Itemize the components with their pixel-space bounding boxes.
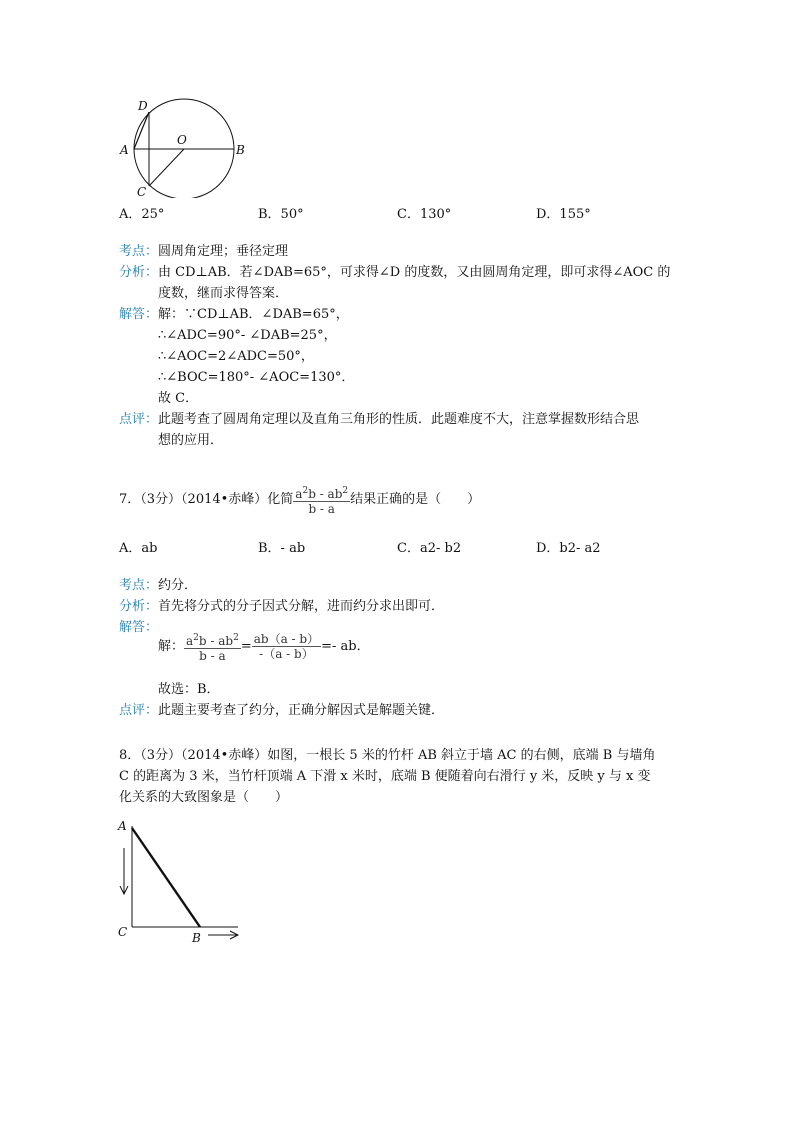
jie-prefix: 解： (158, 639, 185, 654)
kaodian-label: 考点： (119, 244, 159, 259)
q8-stem-2: C 的距离为 3 米，当竹杆顶端 A 下滑 x 米时，底端 B 便随着向右滑行 y 米，反映 y 与 x 变 (119, 769, 651, 784)
q6-jieda-row-5: 故 C． (158, 391, 199, 406)
q7-fraction-denominator: b - a (308, 501, 335, 516)
q7-fraction (293, 484, 350, 516)
fenxi-text: 首先将分式的分子因式分解，进而约分求出即可． (158, 599, 445, 614)
dianping-text-1: 此题考查了圆周角定理以及直角三角形的性质．此题难度不大，注意掌握数形结合思 (158, 412, 640, 427)
q6-kaodian-row (119, 242, 288, 262)
q6-jieda-row (119, 305, 349, 325)
label-a: A (118, 819, 127, 833)
kaodian-text: 圆周角定理；垂径定理 (158, 244, 289, 259)
q7-stem-post: 结果正确的是（ ） (350, 492, 481, 507)
dianping-label: 点评： (119, 703, 159, 718)
dianping-label: 点评： (119, 412, 159, 427)
label-b: B (192, 931, 201, 945)
q6-option-b: B．50° (258, 207, 304, 222)
q8-stem-3: 化关系的大致图象是（ ） (119, 790, 289, 805)
q7-stem-pre: 7．（3分）（2014•赤峰）化简 (119, 492, 294, 507)
q6-option-d: D．155° (536, 207, 591, 222)
q6-dianping-row-2: 想的应用． (158, 433, 224, 448)
q7-jieda-row (119, 618, 158, 638)
q7-fenxi-row (119, 597, 444, 617)
q7-solution-fraction-1: $\frac{a^2b - ab^2}{b - a}$ (186, 632, 239, 663)
label-c: C (137, 185, 147, 198)
q7-fraction-numerator: $a^2b - ab^2$ (295, 485, 349, 501)
ladder-figure (112, 814, 247, 949)
label-a: A (120, 143, 129, 157)
q6-option-a: A．25° (119, 207, 165, 222)
q6-fenxi-row (119, 263, 670, 283)
q6-jieda-row-4: ∴∠BOC=180°- ∠AOC=130°． (158, 370, 355, 385)
label-o: O (177, 133, 187, 147)
q6-dianping-row (119, 410, 639, 430)
q8-stem-1: 8．（3分）（2014•赤峰）如图，一根长 5 米的竹杆 AB 斜立于墙 AC 的右侧，底端 B 与墙角 (119, 748, 656, 763)
q7-guxuan: 故选：B． (158, 682, 220, 697)
q7-solution-fraction-2: $\frac{ab(a - b)}{-(a - b)}$ (253, 632, 320, 661)
circle-figure (115, 92, 255, 198)
dianping-text: 此题主要考查了约分，正确分解因式是解题关键． (158, 703, 445, 718)
q6-fenxi-row-2: 度数，继而求得答案． (158, 286, 289, 301)
q7-option-b: B．- ab (258, 541, 306, 556)
equals-sign: = (240, 639, 252, 654)
q7-jieda-equation (158, 627, 370, 667)
q6-jieda-row-2: ∴∠ADC=90°- ∠DAB=25°， (158, 328, 337, 343)
fenxi-label: 分析： (119, 265, 159, 280)
jieda-label: 解答： (119, 307, 159, 322)
q7-kaodian-row (119, 576, 197, 596)
label-d: D (138, 99, 148, 113)
q7-option-c: C．a2- b2 (397, 541, 462, 556)
equation-result: =- ab． (321, 639, 370, 654)
label-c: C (118, 925, 128, 939)
q7-option-d: D．b2- a2 (536, 541, 601, 556)
jieda-label: 解答： (119, 620, 159, 635)
q6-jieda-row-3: ∴∠AOC=2∠ADC=50°， (158, 349, 314, 364)
label-b: B (236, 143, 245, 157)
kaodian-label: 考点： (119, 578, 159, 593)
q7-option-a: A．ab (119, 541, 158, 556)
q7-stem (119, 480, 480, 520)
fenxi-text-1: 由 CD⊥AB．若∠DAB=65°，可求得∠D 的度数，又由圆周角定理，即可求得∠AOC 的 (158, 265, 671, 280)
kaodian-text: 约分． (158, 578, 198, 593)
q7-dianping-row (119, 701, 444, 721)
jieda-text-1: 解：∵CD⊥AB．∠DAB=65°， (158, 307, 349, 322)
fenxi-label: 分析： (119, 599, 159, 614)
q6-option-c: C．130° (397, 207, 452, 222)
